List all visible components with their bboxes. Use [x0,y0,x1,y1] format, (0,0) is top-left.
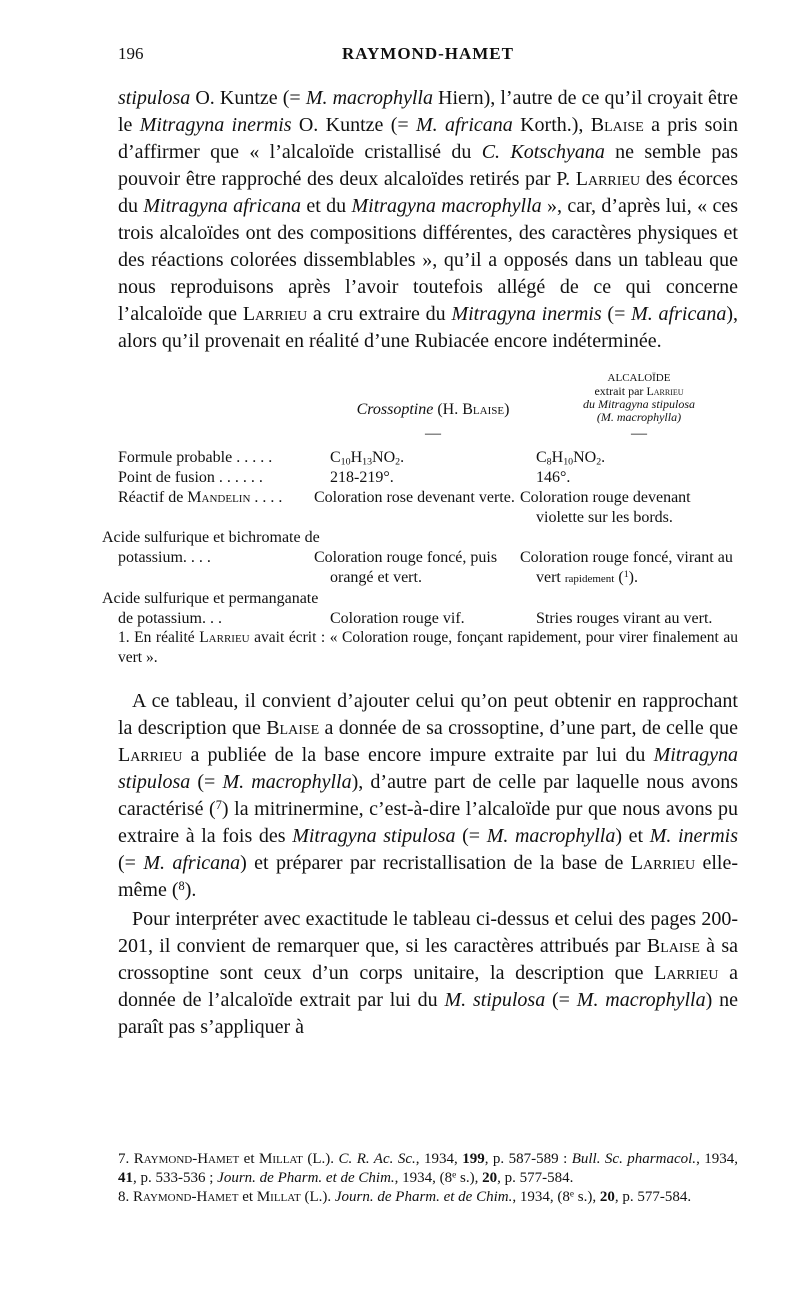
column-header-crossoptine: Crossoptine (H. Blaise) [356,401,510,418]
table-row: Acide sulfurique et permanganate de potassium. . . Coloration rouge vif. Stries rouges virant au vert. [102,590,713,627]
table-row: Acide sulfurique et bichromate de potassium. . . . Coloration rouge foncé, puis orangé et vert. Coloration rouge foncé, virant au vert rapidement ($^1$). [102,529,733,586]
page-header [118,44,738,68]
table-row: Réactif de Mandelin . . . . Coloration rose devenant verte. Coloration rouge devenant violette sur les bords. [118,489,691,526]
footnote-8: 8. Raymond-Hamet et Millat (L.). Journ. de Pharm. et de Chim., 1934, (8e s.), 20, p. 577-584. [118,1189,692,1205]
footnotes [118,1150,738,1207]
table-footnote: 1. En réalité Larrieu avait écrit : « Coloration rouge, fonçant rapidement, pour virer finalement au vert ». [118,629,738,666]
running-title: RAYMOND-HAMET [342,44,514,63]
table-header-row [118,372,742,424]
page-number: 196 [118,44,144,63]
table-dash-row: — — [425,425,647,442]
table-row: Formule probable . . . . . $C_{10}H_{13}NO_2$. $C_8H_{10}NO_2$. [118,449,606,468]
footnote-7: 7. Raymond-Hamet et Millat (L.). C. R. Ac. Sc., 1934, 199, p. 587-589 : Bull. Sc. pharmacol., 1934, 41, p. 533-536 ; Journ. de Pharm. et de Chim., 1934, (8e s.), 20, p. 577-584. [118,1151,739,1186]
comparison-table [102,372,742,629]
table-row: Point de fusion . . . . . . 218-219°. 146°. [118,469,571,486]
paragraph-2: A ce tableau, il convient d’ajouter celui qu’on peut obtenir en rapprochant la description que Blaise a donnée de sa crossoptine, d’une part, de celle que Larrieu a publiée de la base encore impure extraite par lui du Mitragyna stipulosa (= M. macrophylla), d’autre part de celle par laquelle nous avons caractérisé ($^7$) la mitrinermine, c’est-à-dire l’alcaloïde pur que nous avons pu extraire à la fois des Mitragyna stipulosa (= M. macrophylla) et M. inermis (= M. africana) et préparer par recristallisation de la base de Larrieu elle-même ($^8$). [118,690,738,901]
column-header-alkaloid: ALCALOÏDE extrait par Larrieu du Mitragyna stipulosa (M. macrophylla) [582,372,695,424]
paragraph-1: stipulosa O. Kuntze (= M. macrophylla Hiern), l’autre de ce qu’il croyait être le Mitragyna inermis O. Kuntze (= M. africana Korth.), Blaise a pris soin d’affirmer que « l’alcaloïde cristallisé du C. Kotschyana ne semble pas pouvoir être rapproché des deux alcaloïdes retirés par P. Larrieu des écorces du Mitragyna africana et du Mitragyna macrophylla », car, d’après lui, « ces trois alcaloïdes ont des compositions différentes, des caractères physiques et des réactions colorées dissemblables », qu’il a opposés dans un tableau que nous reproduisons après l’avoir toutefois allégé de ce qui concerne l’alcaloïde que Larrieu a cru extraire du Mitragyna inermis (= M. africana), alors qu’il provenait en réalité d’une Rubiacée encore indéterminée. [118,87,739,352]
paragraph-3: Pour interpréter avec exactitude le tableau ci-dessus et celui des pages 200-201, il convient de remarquer que, si les caractères attribués par Blaise à sa crossoptine sont ceux d’un corps unitaire, la description que Larrieu a donnée de l’alcaloïde extrait par lui du M. stipulosa (= M. macrophylla) ne paraît pas s’appliquer à [118,908,738,1038]
